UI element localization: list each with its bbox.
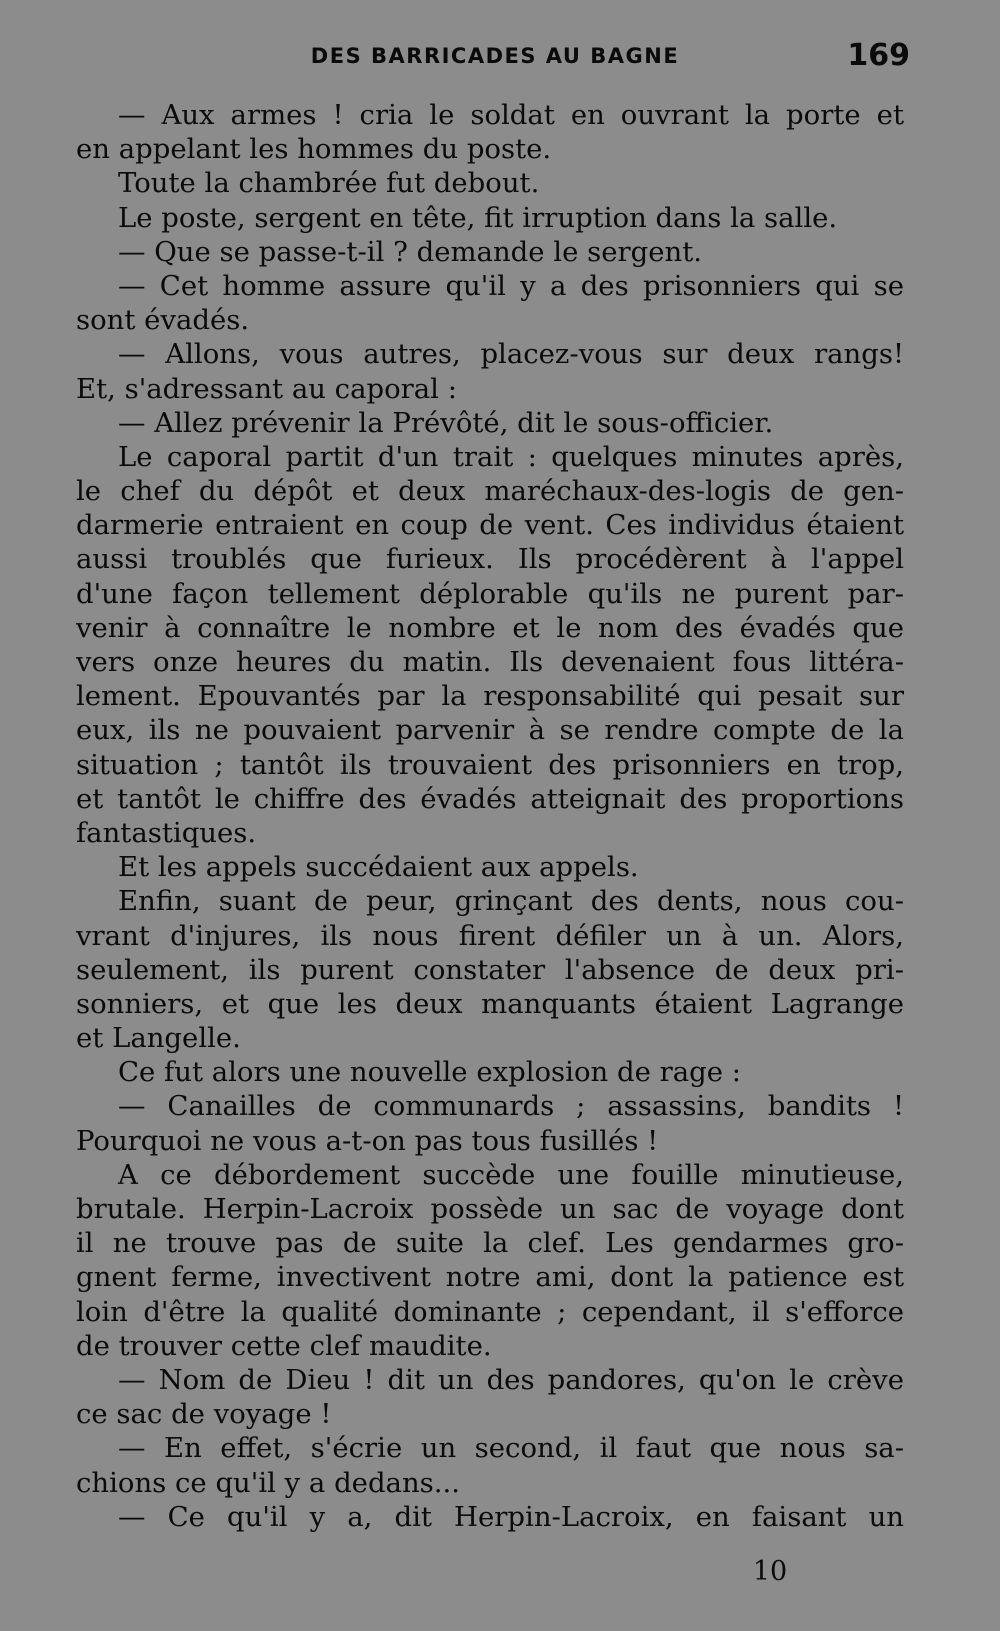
text-line: en appelant les hommes du poste. bbox=[76, 133, 552, 166]
text-line: vers onze heures du matin. Ils devenaient fous littéra- bbox=[76, 646, 904, 678]
text-line: Le poste, sergent en tête, fit irruption dans la salle. bbox=[118, 201, 838, 234]
text-line: de trouver cette clef maudite. bbox=[76, 1329, 492, 1362]
text-line: Le caporal partit d'un trait : quelques minutes après, bbox=[118, 440, 904, 473]
text-line: Et les appels succédaient aux appels. bbox=[118, 851, 639, 884]
text-line: loin d'être la qualité dominante ; cependant, il s'efforce bbox=[76, 1295, 904, 1328]
text-line: chions ce qu'il y a dedans... bbox=[76, 1466, 460, 1499]
text-line: Enfin, suant de peur, grinçant des dents, nous cou- bbox=[118, 885, 904, 918]
text-line: venir à connaître le nombre et le nom des évadés que bbox=[76, 611, 904, 644]
text-line: d'une façon tellement déplorable qu'ils ne purent par- bbox=[76, 577, 904, 610]
text-line: — Que se passe-t-il ? demande le sergent. bbox=[118, 235, 702, 268]
text-line: — Allons, vous autres, placez-vous sur deux rangs! bbox=[118, 338, 904, 371]
text-line: Pourquoi ne vous a-t-on pas tous fusillés ! bbox=[76, 1124, 659, 1157]
text-line: — Canailles de communards ; assassins, bandits ! bbox=[118, 1090, 904, 1123]
text-line: situation ; tantôt ils trouvaient des prisonniers en trop, bbox=[76, 748, 904, 781]
text-line: fantastiques. bbox=[76, 816, 257, 849]
text-line: sonniers, et que les deux manquants étaient Lagrange bbox=[76, 987, 904, 1020]
text-line: — Cet homme assure qu'il y a des prisonniers qui se bbox=[118, 269, 904, 302]
text-line: brutale. Herpin-Lacroix possède un sac de voyage dont bbox=[76, 1193, 904, 1225]
text-line: Toute la chambrée fut debout. bbox=[118, 167, 540, 200]
text-line: eux, ils ne pouvaient parvenir à se rendre compte de la bbox=[76, 714, 904, 747]
text-line: sont évadés. bbox=[76, 304, 250, 337]
running-head bbox=[80, 38, 910, 78]
text-line: Et, s'adressant au caporal : bbox=[76, 372, 457, 405]
text-line: lement. Epouvantés par la responsabilité qui pesait sur bbox=[76, 680, 904, 713]
signature-mark: 10 bbox=[752, 1556, 788, 1587]
text-line: — Nom de Dieu ! dit un des pandores, qu'on le crève bbox=[118, 1363, 904, 1396]
text-line: et tantôt le chiffre des évadés atteignait des proportions bbox=[76, 782, 904, 815]
text-line: — Aux armes ! cria le soldat en ouvrant la porte et bbox=[118, 99, 904, 131]
text-line: il ne trouve pas de suite la clef. Les gendarmes gro- bbox=[76, 1227, 904, 1260]
text-line: — Ce qu'il y a, dit Herpin-Lacroix, en faisant un bbox=[118, 1500, 904, 1533]
text-line: gnent ferme, invectivent notre ami, dont la patience est bbox=[76, 1261, 904, 1294]
text-line: A ce débordement succède une fouille minutieuse, bbox=[118, 1158, 904, 1191]
text-line: et Langelle. bbox=[76, 1022, 241, 1055]
body-text bbox=[76, 98, 904, 1534]
text-line: vrant d'injures, ils nous firent défiler un à un. Alors, bbox=[76, 919, 904, 952]
page-number: 169 bbox=[847, 38, 910, 73]
text-line: ce sac de voyage ! bbox=[76, 1398, 332, 1431]
text-line: — Allez prévenir la Prévôté, dit le sous-officier. bbox=[118, 406, 774, 439]
text-line: — En effet, s'écrie un second, il faut que nous sa- bbox=[118, 1432, 904, 1465]
text-line: darmerie entraient en coup de vent. Ces individus étaient bbox=[76, 509, 904, 542]
text-line: Ce fut alors une nouvelle explosion de rage : bbox=[118, 1056, 742, 1089]
text-line: aussi troublés que furieux. Ils procédèrent à l'appel bbox=[76, 543, 904, 576]
text-line: seulement, ils purent constater l'absence de deux pri- bbox=[76, 953, 904, 986]
running-title: DES BARRICADES AU BAGNE bbox=[310, 44, 680, 68]
text-line: le chef du dépôt et deux maréchaux-des-logis de gen- bbox=[76, 475, 904, 508]
